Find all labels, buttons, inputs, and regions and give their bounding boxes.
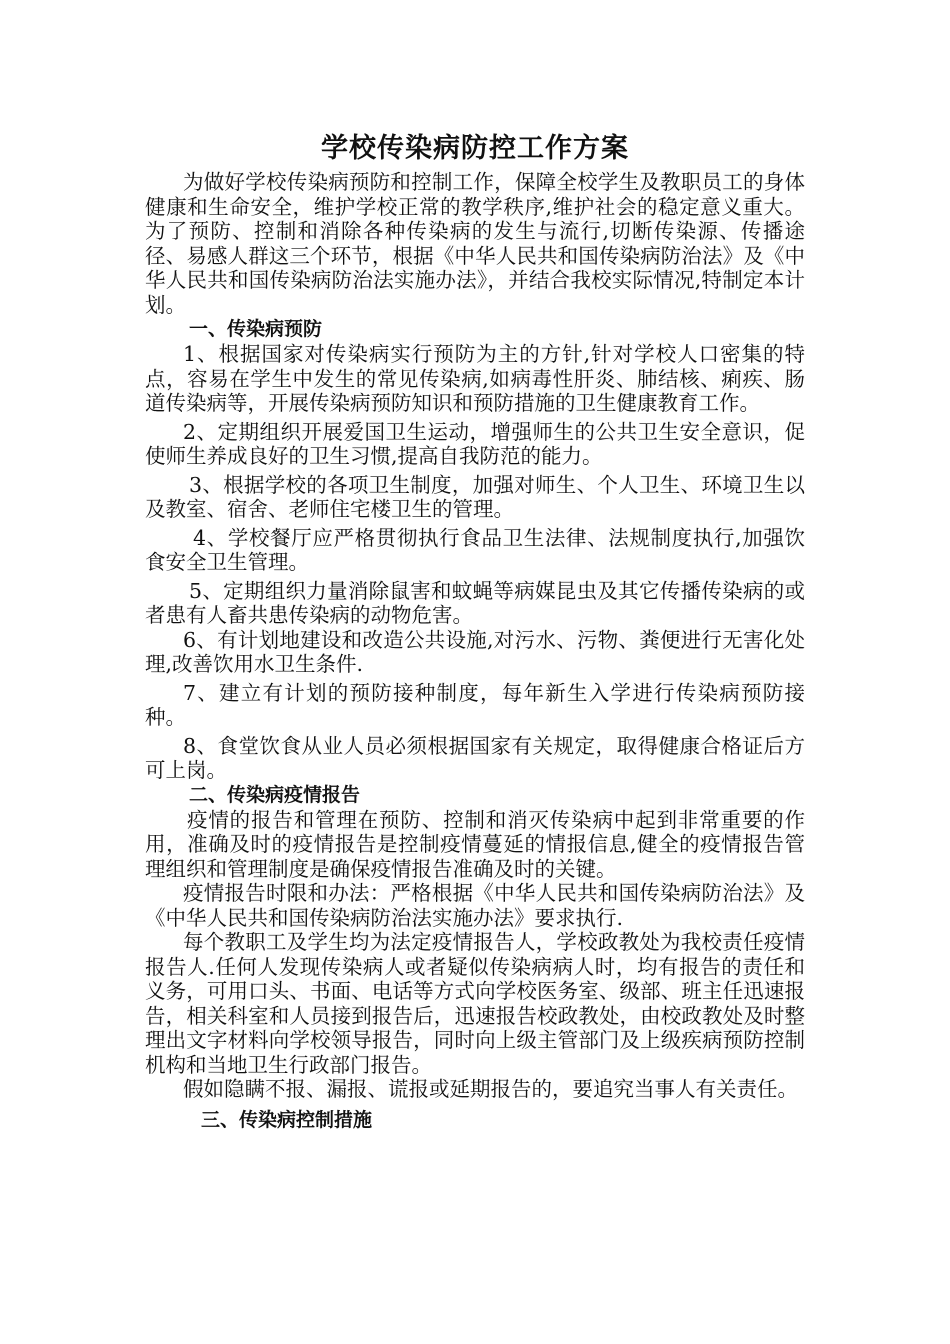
section1-item-8: 8、食堂饮食从业人员必须根据国家有关规定，取得健康合格证后方可上岗。 (145, 733, 805, 782)
section1-item-1: 1、根据国家对传染病实行预防为主的方针,针对学校人口密集的特点，容易在学生中发生的常见传染病,如病毒性肝炎、肺结核、痢疾、肠道传染病等，开展传染病预防知识和预防措施的卫生健康教育工作。 (145, 342, 805, 415)
section2-paragraph-4: 假如隐瞒不报、漏报、谎报或延期报告的，要追究当事人有关责任。 (183, 1077, 798, 1101)
section1-item-3: 3、根据学校的各项卫生制度，加强对师生、个人卫生、环境卫生以及教室、宿舍、老师住宅楼卫生的管理。 (145, 472, 805, 521)
section1-item-4: 4、学校餐厅应严格贯彻执行食品卫生法律、法规制度执行,加强饮食安全卫生管理。 (145, 525, 805, 574)
document-page (145, 128, 805, 1133)
section1-item-6: 6、有计划地建设和改造公共设施,对污水、污物、粪便进行无害化处理,改善饮用水卫生条件. (145, 627, 805, 676)
section2-paragraph-1: 疫情的报告和管理在预防、控制和消灭传染病中起到非常重要的作用，准确及时的疫情报告是控制疫情蔓延的情报信息,健全的疫情报告管理组织和管理制度是确保疫情报告准确及时的关键。 (145, 807, 805, 881)
intro-paragraph: 为做好学校传染病预防和控制工作，保障全校学生及教职员工的身体健康和生命安全，维护学校正常的教学秩序,维护社会的稳定意义重大。为了预防、控制和消除各种传染病的发生与流行,切断传染源、传播途径、易感人群这三个环节，根据《中华人民共和国传染病防治法》及《中华人民共和国传染病防治法实施办法》，并结合我校实际情况,特制定本计划。 (145, 170, 805, 317)
section1-item-2: 2、定期组织开展爱国卫生运动，增强师生的公共卫生安全意识，促使师生养成良好的卫生习惯,提高自我防范的能力。 (145, 419, 805, 468)
section1-item-5: 5、定期组织力量消除鼠害和蚊蝇等病媒昆虫及其它传播传染病的或者患有人畜共患传染病的动物危害。 (145, 578, 805, 627)
section2-paragraph-2: 疫情报告时限和办法：严格根据《中华人民共和国传染病防治法》及《中华人民共和国传染病防治法实施办法》要求执行. (145, 881, 805, 930)
section2-heading: 二、传染病疫情报告 (189, 783, 361, 806)
section3-heading: 三、传染病控制措施 (201, 1108, 373, 1131)
section2-paragraph-3: 每个教职工及学生均为法定疫情报告人，学校政教处为我校责任疫情报告人.任何人发现传染病人或者疑似传染病病人时，均有报告的责任和义务，可用口头、书面、电话等方式向学校医务室、级部、班主任迅速报告，相关科室和人员接到报告后，迅速报告校政教处，由校政教处及时整理出文字材料向学校领导报告，同时向上级主管部门及上级疾病预防控制机构和当地卫生行政部门报告。 (145, 930, 805, 1077)
section1-item-7: 7、建立有计划的预防接种制度，每年新生入学进行传染病预防接种。 (145, 680, 805, 729)
section1-heading: 一、传染病预防 (189, 318, 323, 340)
document-title: 学校传染病防控工作方案 (321, 133, 629, 164)
